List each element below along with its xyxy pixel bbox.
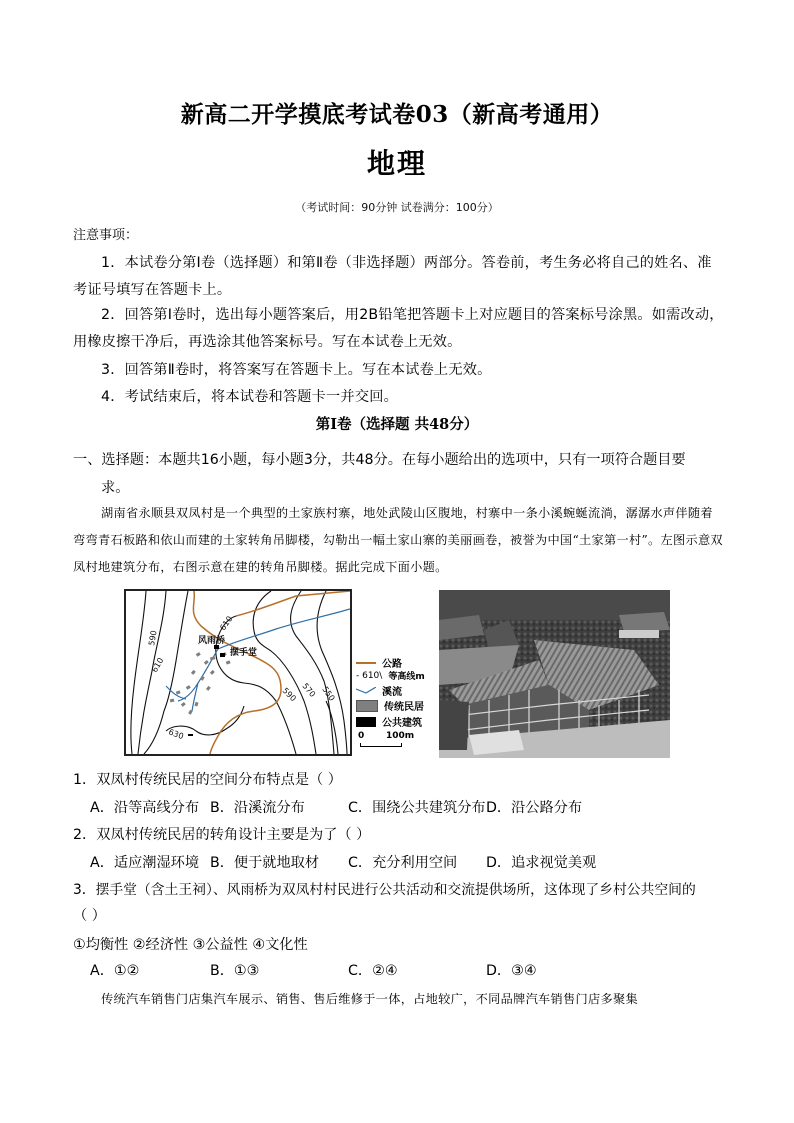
legend-public: 公共建筑 [356, 714, 422, 729]
question-2-options [90, 850, 730, 876]
scale-bar: 0 100m [358, 731, 418, 747]
stream-icon [356, 687, 376, 695]
stilt-house-image [439, 590, 670, 758]
traditional-house-icon [356, 700, 378, 712]
question-3-options [90, 958, 730, 984]
q1-option-c[interactable]: C．围绕公共建筑分布 [348, 800, 486, 816]
notice-item-3: 3．回答第Ⅱ卷时，将答案写在答题卡上。写在本试卷上无效。 [101, 362, 492, 378]
q2-option-d[interactable]: D．追求视觉美观 [486, 855, 597, 871]
map-legend [354, 655, 436, 755]
question-1-options [90, 795, 730, 821]
map-label-bridge: 风雨桥 [198, 636, 226, 646]
exam-meta: （考试时间：90分钟 试卷满分：100分） [295, 201, 499, 214]
section-intro-line1: 一、选择题：本题共16小题，每小题3分，共48分。在每小题给出的选项中，只有一项符合题目要 [73, 452, 686, 468]
map-label-hall: 摆手堂 [230, 648, 258, 658]
section-intro [73, 446, 725, 502]
paper-title: 新高二开学摸底考试卷03（新高考通用） [180, 101, 614, 128]
svg-text:610: 610 [149, 656, 166, 674]
stilt-house-photo [439, 590, 670, 758]
q3-option-d[interactable]: D．③④ [486, 963, 537, 979]
passage-shuangfeng: 湖南省永顺县双凤村是一个典型的土家族村寨，地处武陵山区腹地，村寨中一条小溪蜿蜒流淌，潺潺水声伴随着弯弯青石板路和依山而建的土家转角吊脚楼，勾勒出一幅土家山寨的美丽画卷，被誉为中国“土家第一村”。左图示意双凤村地建筑分布，右图示意在建的转角吊脚楼。据此完成下面小题。 [73, 506, 723, 574]
notice-item-4: 4．考试结束后，将本试卷和答题卡一并交回。 [101, 389, 398, 405]
q1-option-a[interactable]: A．沿等高线分布 [90, 800, 200, 816]
legend-contour: - 610\ 等高线m [356, 670, 425, 682]
section-intro-line2: 求。 [101, 480, 130, 496]
q3-option-a[interactable]: A．①② [90, 963, 140, 979]
legend-traditional: 传统民居 [356, 698, 424, 713]
svg-text:570: 570 [300, 681, 318, 699]
contour-sample-icon: - 610\ [356, 670, 383, 681]
q2-option-a[interactable]: A．适应潮湿环境 [90, 855, 200, 871]
question-3-choices: ①均衡性 ②经济性 ③公益性 ④文化性 [73, 937, 308, 953]
svg-text:610: 610 [218, 614, 235, 633]
svg-text:630: 630 [167, 727, 185, 742]
svg-text:550: 550 [320, 684, 337, 703]
public-building-icon [356, 717, 376, 727]
q2-option-b[interactable]: B．便于就地取材 [210, 855, 320, 871]
q1-option-d[interactable]: D．沿公路分布 [486, 800, 583, 816]
legend-stream: 溪流 [356, 683, 402, 698]
notice-item-1: 1．本试卷分第Ⅰ卷（选择题）和第Ⅱ卷（非选择题）两部分。答卷前，考生务必将自己的姓名、准考证号填写在答题卡上。 [73, 255, 712, 298]
q3-option-b[interactable]: B．①③ [210, 963, 260, 979]
q2-option-c[interactable]: C．充分利用空间 [348, 855, 458, 871]
legend-road: 公路 [356, 655, 402, 670]
notice-heading: 注意事项： [73, 228, 139, 243]
subject-title: 地理 [366, 147, 427, 180]
section-heading: 第Ⅰ卷（选择题 共48分） [315, 416, 479, 433]
question-3-stem-line2: （ ） [73, 908, 106, 924]
notice-item-2: 2．回答第Ⅰ卷时，选出每小题答案后，用2B铅笔把答题卡上对应题目的答案标号涂黑。如需改动，用橡皮擦干净后，再选涂其他答案标号。写在本试卷上无效。 [73, 307, 724, 350]
contour-map-drawing [126, 591, 350, 754]
svg-text:590: 590 [280, 686, 298, 704]
question-3-stem-line1: 3．摆手堂（含土王祠）、风雨桥为双凤村村民进行公共活动和交流提供场所，这体现了乡村公共空间的 [73, 882, 696, 898]
road-line-icon [356, 662, 376, 664]
question-2-stem: 2．双凤村传统民居的转角设计主要是为了（ ） [73, 827, 371, 843]
q3-option-c[interactable]: C．②④ [348, 963, 398, 979]
question-1-stem: 1．双凤村传统民居的空间分布特点是（ ） [73, 772, 342, 788]
contour-map [124, 589, 352, 756]
svg-text:590: 590 [147, 629, 159, 647]
passage-car-sales: 传统汽车销售门店集汽车展示、销售、售后维修于一体，占地较广，不同品牌汽车销售门店多聚集 [101, 992, 638, 1006]
q1-option-b[interactable]: B．沿溪流分布 [210, 800, 305, 816]
